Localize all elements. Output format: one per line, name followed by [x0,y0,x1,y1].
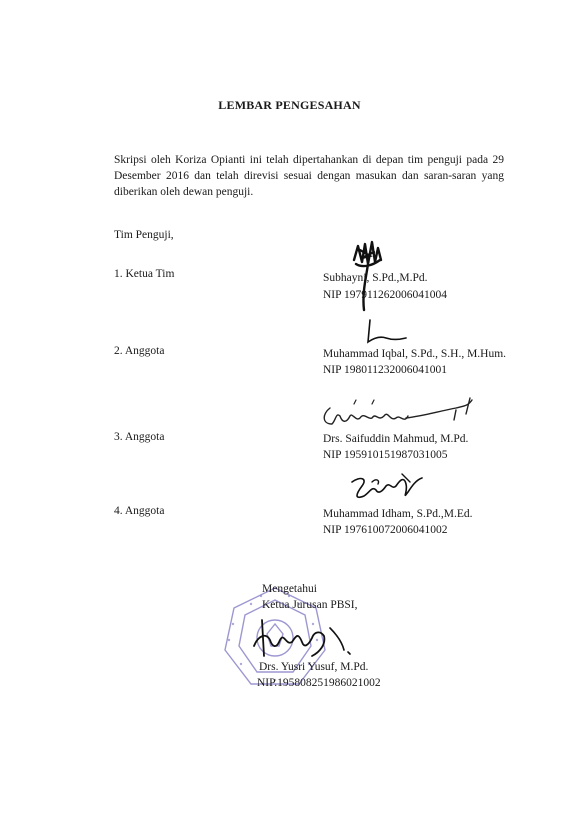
examiner-3-name: Drs. Saifuddin Mahmud, M.Pd. [323,433,469,445]
examiner-2-role: 2. Anggota [114,345,165,357]
team-label: Tim Penguji, [114,229,174,241]
examiner-2-nip: NIP 198011232006041001 [323,364,448,376]
approval-paragraph: Skripsi oleh Koriza Opianti ini telah dipertahankan di depan tim penguji pada 29 Desember 2016 dan telah direvisi sesuai dengan masukan dan saran-saran yang diberikan oleh dewan penguji. [114,154,504,198]
examiner-4-name: Muhammad Idham, S.Pd.,M.Ed. [323,508,473,520]
approval-position: Ketua Jurusan PBSI, [262,599,358,611]
examiner-4-role: 4. Anggota [114,505,165,517]
examiner-3-nip: NIP 195910151987031005 [323,449,448,461]
examiner-3-role: 3. Anggota [114,431,165,443]
signature-examiner-2 [360,316,410,356]
examiner-4-nip: NIP 197610072006041002 [323,524,448,536]
signature-examiner-4 [346,472,426,506]
examiner-2-name: Muhammad Iqbal, S.Pd., S.H., M.Hum. [323,348,507,360]
signature-examiner-1 [348,238,388,318]
signature-department-head [240,616,360,662]
approval-label: Mengetahui [262,583,317,595]
signature-examiner-3 [316,394,478,434]
page-title: LEMBAR PENGESAHAN [218,98,361,112]
examiner-1-nip: NIP 197911262006041004 [323,289,448,301]
examiner-1-role: 1. Ketua Tim [114,268,175,280]
approval-name: Drs. Yusri Yusuf, M.Pd. [259,661,369,673]
approval-nip: NIP.195808251986021002 [257,677,381,689]
examiner-1-name: Subhayni, S.Pd.,M.Pd. [323,272,428,284]
